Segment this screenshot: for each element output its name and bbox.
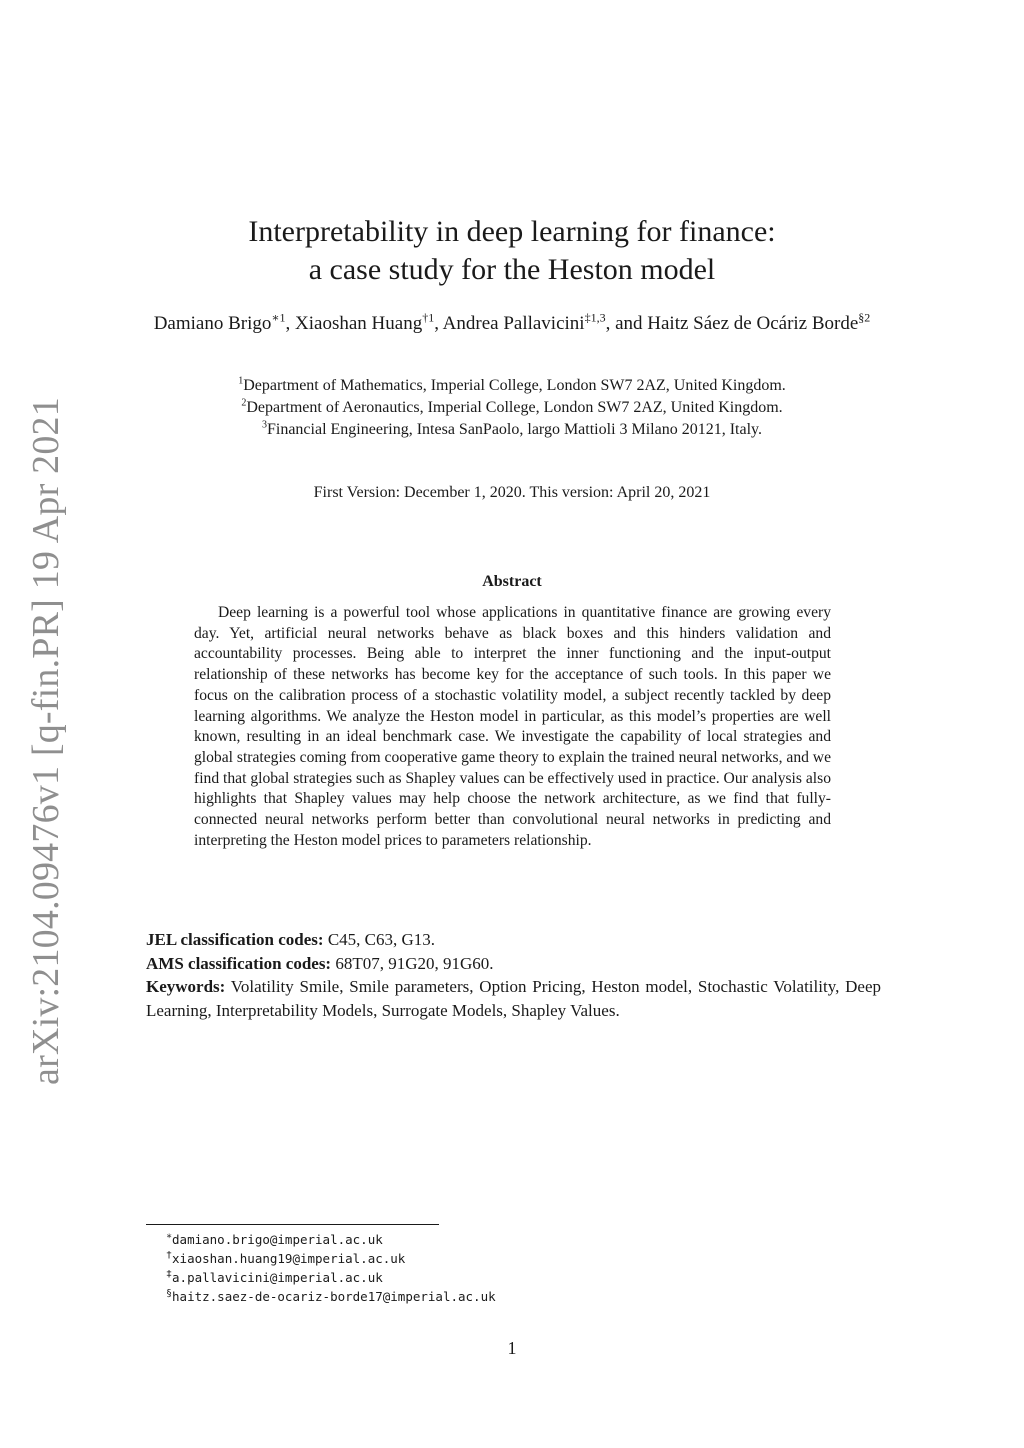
footnote-email: damiano.brigo@imperial.ac.uk	[172, 1232, 383, 1247]
footnote-mark: ∗	[166, 1230, 173, 1242]
footnote	[166, 1287, 586, 1306]
author-affiliation-marks: §2	[858, 310, 871, 325]
affiliation-mark: 3	[261, 419, 267, 431]
classification-block	[146, 928, 881, 1022]
version-dates: First Version: December 1, 2020. This version: April 20, 2021	[313, 484, 711, 501]
jel-value: C45, C63, G13.	[323, 930, 436, 949]
author-affiliation-marks: ∗1	[271, 310, 286, 325]
footnote	[166, 1268, 586, 1287]
author-list	[142, 312, 882, 336]
author-affiliation-marks: ‡1,3	[584, 310, 606, 325]
author-separator: ,	[434, 313, 443, 334]
paper-title-line-1: Interpretability in deep learning for finance:	[248, 215, 776, 248]
footnote-mark: ‡	[166, 1268, 173, 1280]
ams-codes	[146, 952, 881, 976]
footnote-email: haitz.saez-de-ocariz-borde17@imperial.ac.uk	[172, 1289, 496, 1304]
ams-label: AMS classification codes:	[146, 953, 332, 973]
author-name: Xiaoshan Huang	[295, 313, 423, 334]
author-affiliation-marks: †1	[422, 310, 435, 325]
paper-title-line-2: a case study for the Heston model	[308, 253, 716, 286]
jel-label: JEL classification codes:	[146, 930, 324, 949]
affiliation-line	[142, 375, 882, 397]
affiliation-mark: 2	[241, 397, 247, 409]
footnote-mark: §	[166, 1287, 173, 1299]
author-separator: , and	[605, 313, 648, 334]
jel-codes	[146, 928, 881, 952]
footnote-mark: †	[166, 1249, 173, 1261]
affiliation-line	[142, 397, 882, 419]
keywords-label: Keywords:	[146, 977, 226, 996]
affiliations	[142, 375, 882, 441]
page-number: 1	[507, 1338, 517, 1358]
affiliation-line	[142, 419, 882, 441]
abstract-heading: Abstract	[482, 573, 542, 590]
abstract-body: Deep learning is a powerful tool whose applications in quantitative finance are growing every day. Yet, artificial neural networks behave as black boxes and this hinders validation and accountability processes. Being able to interpret the inner functioning and the input-output relationship of these networks has become key for the acceptance of such tools. In this paper we focus on the calibration process of a stochastic volatility model, a subject recently tackled by deep learning algorithms. We analyze the Heston model in particular, as this model’s properties are well known, resulting in an ideal benchmark case. We investigate the capability of local strategies and global strategies coming from cooperative game theory to explain the trained neural networks, and we find that global strategies such as Shapley values can be effectively used in practice. Our analysis also highlights that Shapley values may help choose the network architecture, as we find that fully-connected neural networks perform better than convolutional neural networks in predicting and interpreting the Heston model prices to parameters relationship.	[194, 604, 831, 849]
paper-title	[162, 213, 862, 289]
affiliation-text: Department of Mathematics, Imperial College, London SW7 2AZ, United Kingdom.	[243, 377, 786, 394]
author-name: Haitz Sáez de Ocáriz Borde	[647, 313, 859, 334]
affiliation-text: Financial Engineering, Intesa SanPaolo, largo Mattioli 3 Milano 20121, Italy.	[266, 421, 763, 438]
footnote	[166, 1230, 586, 1249]
footnote-email: xiaoshan.huang19@imperial.ac.uk	[172, 1251, 406, 1266]
footnote	[166, 1249, 586, 1268]
keywords-value: Volatility Smile, Smile parameters, Option Pricing, Heston model, Stochastic Volatility, Deep Learning, Interpretability Models, Surrogate Models, Shapley Values.	[146, 977, 881, 1020]
footnotes	[166, 1230, 586, 1306]
arxiv-identifier-stamp: arXiv:2104.09476v1 [q-fin.PR] 19 Apr 2021	[25, 397, 67, 1085]
affiliation-text: Department of Aeronautics, Imperial College, London SW7 2AZ, United Kingdom.	[246, 399, 783, 416]
footnote-divider	[146, 1224, 439, 1225]
author-name: Damiano Brigo	[153, 313, 272, 334]
author-separator: ,	[285, 313, 296, 334]
affiliation-mark: 1	[238, 375, 244, 387]
ams-value: 68T07, 91G20, 91G60.	[331, 953, 494, 973]
author-name: Andrea Pallavicini	[442, 313, 585, 334]
footnote-email: a.pallavicini@imperial.ac.uk	[172, 1270, 383, 1285]
keywords	[146, 975, 881, 1022]
